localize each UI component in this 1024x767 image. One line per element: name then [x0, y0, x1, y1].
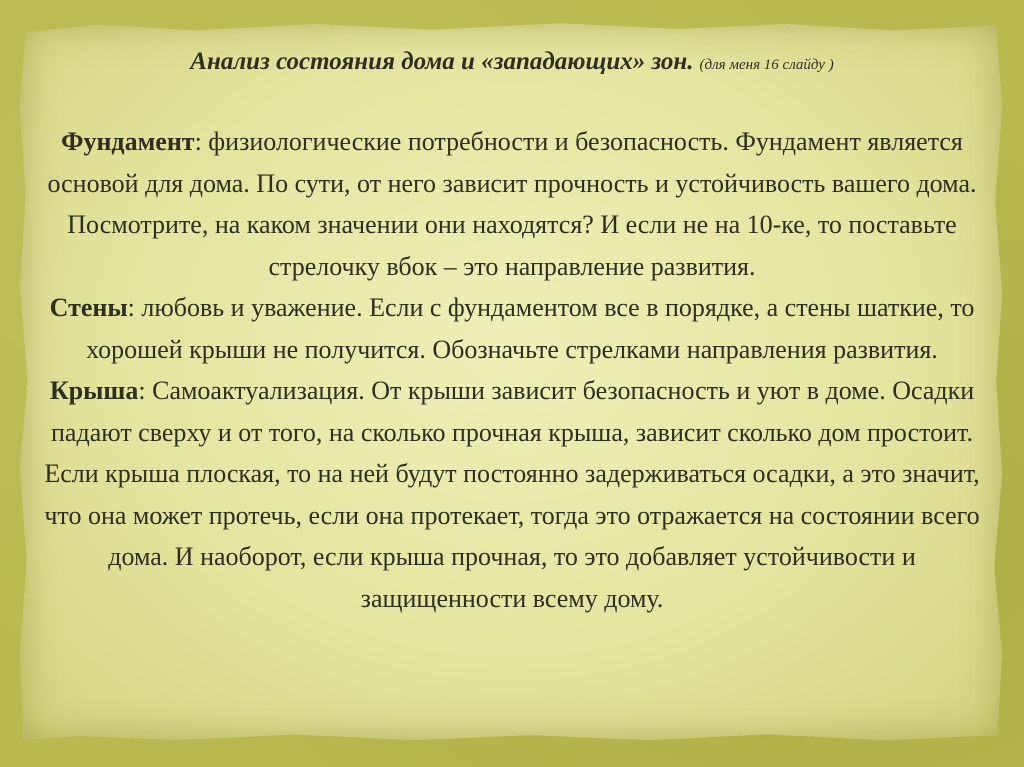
section-walls-term: Стены [49, 293, 128, 322]
section-foundation [38, 121, 986, 287]
section-roof [38, 370, 986, 619]
section-foundation-text: : физиологические потребности и безопасность. Фундамент является основой для дома. По сути, от него зависит прочность и устойчивость вашего дома. Посмотрите, на каком значении они находятся? И если не на 10-ке, то поставьте стрелочку вбок – это направление развития. [47, 127, 977, 281]
section-walls-text: : любовь и уважение. Если с фундаментом все в порядке, а стены шаткие, то хорошей крыши не получится. Обозначьте стрелками направления развития. [86, 293, 975, 364]
section-roof-term: Крыша [49, 376, 139, 405]
spacer [38, 86, 986, 121]
section-walls [38, 287, 986, 370]
slide-title: Анализ состояния дома и «западающих» зон. [190, 48, 694, 75]
section-foundation-term: Фундамент [61, 127, 195, 156]
slide-title-note: (для меня 16 слайду ) [699, 57, 834, 73]
title-line [38, 38, 986, 86]
slide-content [38, 38, 986, 619]
section-roof-text: : Самоактуализация. От крыши зависит безопасность и уют в доме. Осадки падают сверху и от того, на сколько прочная крыша, зависит сколько дом простоит. Если крыша плоская, то на ней будут постоянно задерживаться осадки, а это значит, что она может протечь, если она протекает, тогда это отражается на состоянии всего дома. И наоборот, если крыша прочная, то это добавляет устойчивости и защищенности всему дому. [44, 376, 980, 613]
